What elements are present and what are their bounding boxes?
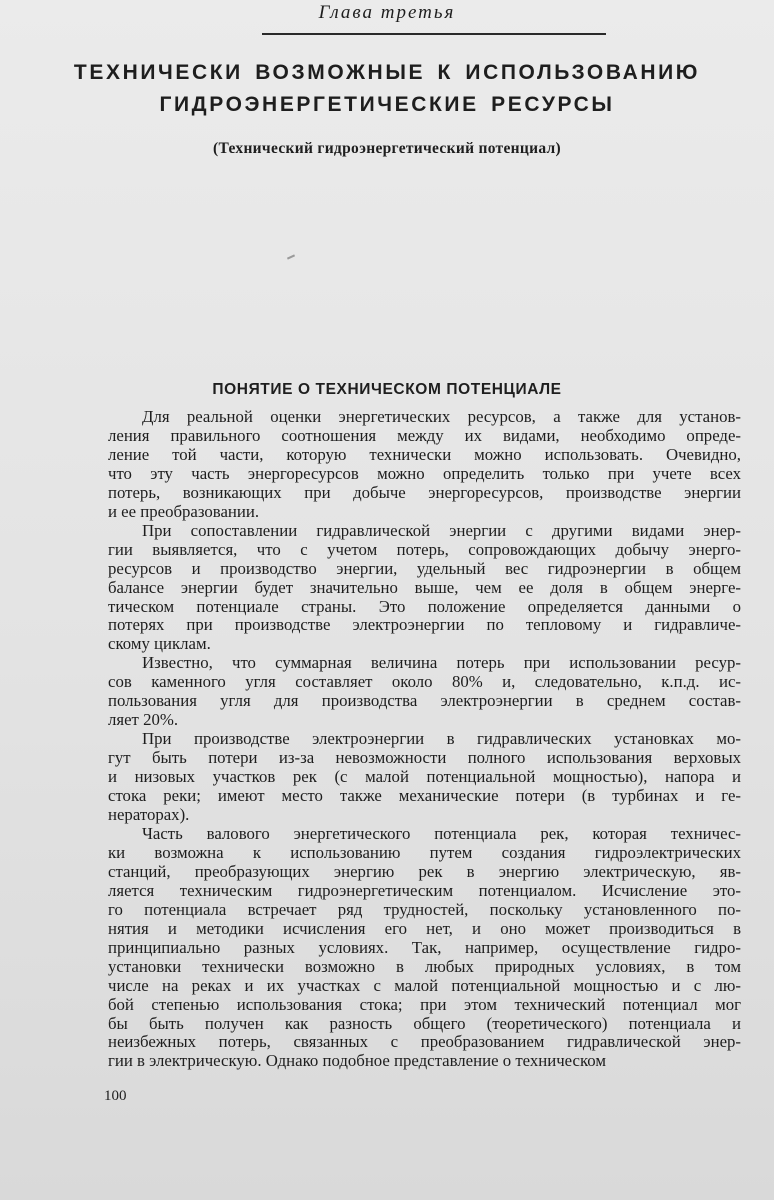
text-line: ляет 20%. [108, 711, 179, 730]
text-line: стока реки; имеют место также механические потери (в турбинах и ге- [108, 787, 741, 806]
paragraph [108, 730, 741, 825]
page-number: 100 [104, 1088, 127, 1104]
text-line: Известно, что суммарная величина потерь при использовании ресур- [142, 654, 741, 673]
text-line: что эту часть энергоресурсов можно определить только при учете всех [108, 464, 741, 483]
text-line: нераторах). [108, 806, 190, 825]
text-line: пользования угля для производства электроэнергии в среднем состав- [108, 692, 741, 711]
text-line: тическом потенциале страны. Это положение определяется данными о [108, 597, 741, 616]
text-line: числе на реках и их участках с малой потенциальной мощностью и с лю- [108, 976, 741, 995]
text-line: принципиально разных условиях. Так, например, осуществление гидро- [108, 938, 741, 957]
chapter-title-line-2: ГИДРОЭНЕРГЕТИЧЕСКИЕ РЕСУРСЫ [159, 93, 615, 116]
text-line: ки возможна к использованию путем создания гидроэлектрических [108, 843, 741, 862]
paragraph [108, 522, 741, 655]
text-line: бой степенью использования стока; при этом технический потенциал мог [108, 995, 741, 1014]
text-line: и низовых участков рек (с малой потенциальной мощностью), напора и [108, 768, 741, 787]
text-line: гии в электрическую. Однако подобное представление о техническом [108, 1052, 606, 1071]
paragraph [108, 825, 741, 1071]
text-line: потерях при производстве электроэнергии по тепловому и гидравличе- [108, 616, 741, 635]
text-line: и ее преобразовании. [108, 502, 260, 521]
text-line: скому циклам. [108, 635, 211, 654]
text-line: гут быть потери из-за невозможности полного использования верховых [108, 749, 741, 768]
chapter-title [0, 57, 774, 121]
text-line: Часть валового энергетического потенциала рек, которая техничес- [142, 824, 741, 843]
text-line: ления правильного соотношения между их видами, необходимо опреде- [108, 426, 741, 445]
text-line: ляется техническим гидроэнергетическим потенциалом. Исчисление это- [108, 881, 741, 900]
chapter-divider [262, 33, 606, 35]
paragraph [108, 408, 741, 522]
text-line: неизбежных потерь, связанных с преобразованием гидравлической энер- [108, 1033, 741, 1052]
text-line: нятия и методики исчисления его нет, и оно может производиться в [108, 919, 741, 938]
text-line: станций, преобразующих энергию рек в энергию электрическую, яв- [108, 862, 741, 881]
text-line: гии выявляется, что с учетом потерь, сопровождающих добычу энерго- [108, 540, 741, 559]
text-line: балансе энергии будет значительно выше, чем ее доля в общем энерге- [108, 578, 741, 597]
text-line: сов каменного угля составляет около 80% и, следовательно, к.п.д. ис- [108, 673, 741, 692]
text-line: ресурсов и производство энергии, удельный вес гидроэнергии в общем [108, 559, 741, 578]
chapter-label: Глава третья [318, 2, 456, 23]
page-blemish [287, 254, 295, 259]
paragraph [108, 654, 741, 730]
chapter-subtitle: (Технический гидроэнергетический потенциал) [213, 140, 561, 157]
text-line: При производстве электроэнергии в гидравлических установках мо- [142, 730, 741, 749]
chapter-title-line-1: ТЕХНИЧЕСКИ ВОЗМОЖНЫЕ К ИСПОЛЬЗОВАНИЮ [73, 61, 701, 84]
text-line: При сопоставлении гидравлической энергии с другими видами энер- [142, 521, 741, 540]
section-heading: ПОНЯТИЕ О ТЕХНИЧЕСКОМ ПОТЕНЦИАЛЕ [212, 381, 562, 398]
text-line: ление той части, которую технически можно использовать. Очевидно, [108, 445, 741, 464]
body-text [108, 408, 741, 1071]
text-line: бы быть получен как разность общего (теоретического) потенциала и [108, 1014, 741, 1033]
text-line: Для реальной оценки энергетических ресурсов, а также для установ- [142, 408, 741, 426]
text-line: потерь, возникающих при добыче энергоресурсов, производстве энергии [108, 483, 741, 502]
text-line: го потенциала встречает ряд трудностей, поскольку установленного по- [108, 900, 741, 919]
text-line: установки технически возможно в любых природных условиях, в том [108, 957, 741, 976]
